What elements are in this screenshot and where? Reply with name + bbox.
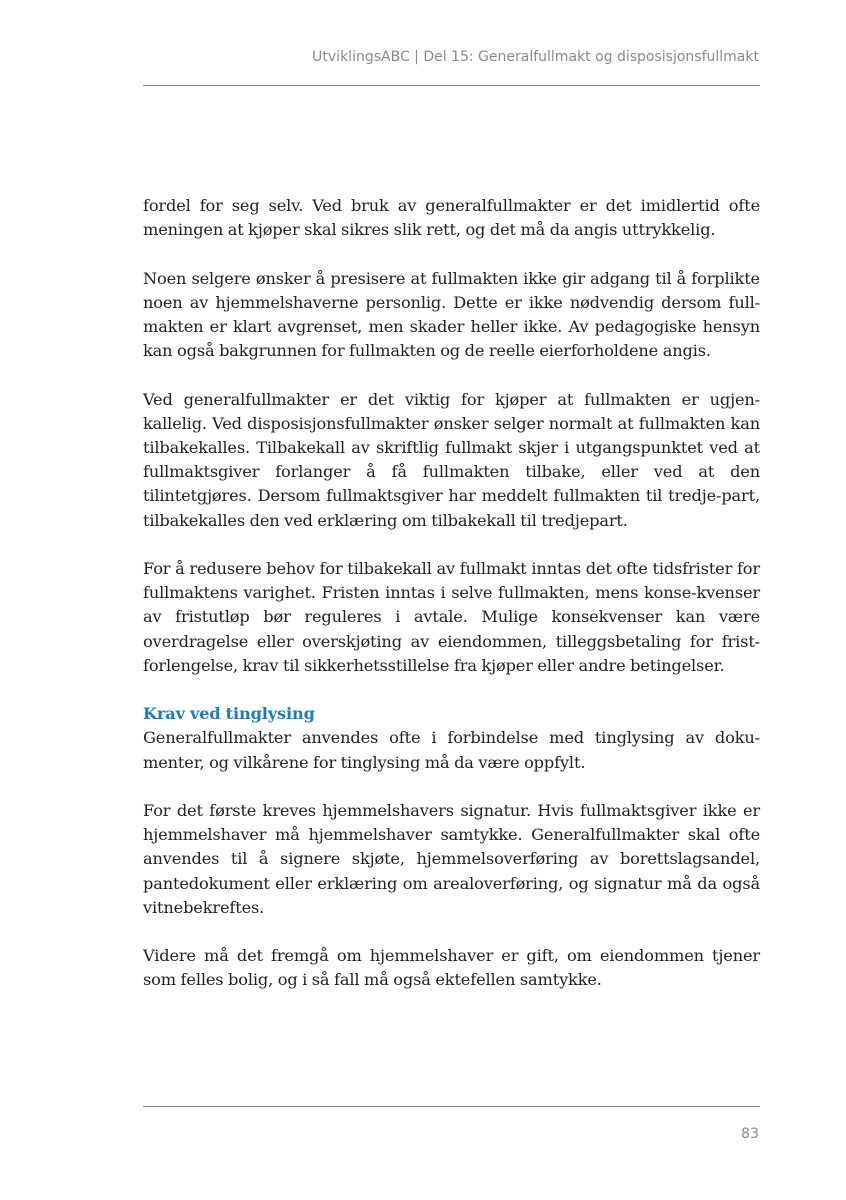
body-paragraph: For å redusere behov for tilbakekall av fullmakt inntas det ofte tidsfrister for fullmaktens varighet. Fristen inntas i selve fullmakten, mens konse-kvenser av fristutløp bør reguleres i avtale. Mulige konsekvenser kan være overdragelse eller overskjøting av eiendommen, tilleggsbetaling for frist-forlengelse, krav til sikkerhetsstillelse fra kjøper eller andre betingelser. bbox=[143, 559, 760, 675]
section-paragraph: Videre må det fremgå om hjemmelshaver er gift, om eiendommen tjener som felles bolig, og i så fall må også ektefellen samtykke. bbox=[143, 946, 760, 990]
page-body bbox=[143, 194, 760, 1017]
section-paragraph: Generalfullmakter anvendes ofte i forbindelse med tinglysing av doku-menter, og vilkårene for tinglysing må da være oppfylt. bbox=[143, 728, 760, 772]
body-paragraph: Noen selgere ønsker å presisere at fullmakten ikke gir adgang til å forplikte noen av hjemmelshaverne personlig. Dette er ikke nødvendig dersom full-makten er klart avgrenset, men skader heller ikke. Av pedagogiske hensyn kan også bakgrunnen for fullmakten og de reelle eierforholdene angis. bbox=[143, 268, 760, 361]
page-number: 83 bbox=[741, 1126, 759, 1142]
header-divider bbox=[143, 85, 760, 86]
section-paragraph: For det første kreves hjemmelshavers signatur. Hvis fullmaktsgiver ikke er hjemmelshaver må hjemmelshaver samtykke. Generalfullmakter skal ofte anvendes til å signere skjøte, hjemmelsoverføring av borettslagsandel, pantedokument eller erklæring om arealoverføring, og signatur må da også vitnebekreftes. bbox=[143, 801, 760, 917]
body-paragraph: Ved generalfullmakter er det viktig for kjøper at fullmakten er ugjen-kallelig. Ved disposisjonsfullmakter ønsker selger normalt at fullmakten kan tilbakekalles. Tilbakekall av skriftlig fullmakt skjer i utgangspunktet ved at fullmaktsgiver forlanger å få fullmakten tilbake, eller ved at den tilintetgjøres. Dersom fullmaktsgiver har meddelt fullmakten til tredje-part, tilbakekalles den ved erklæring om tilbakekall til tredjepart. bbox=[143, 389, 760, 530]
footer-divider bbox=[143, 1106, 760, 1107]
section-heading: Krav ved tinglysing bbox=[143, 704, 315, 724]
running-header: UtviklingsABC | Del 15: Generalfullmakt og disposisjonsfullmakt bbox=[312, 49, 759, 65]
body-paragraph: fordel for seg selv. Ved bruk av generalfullmakter er det imidlertid ofte meningen at kjøper skal sikres slik rett, og det må da angis uttrykkelig. bbox=[143, 196, 760, 240]
